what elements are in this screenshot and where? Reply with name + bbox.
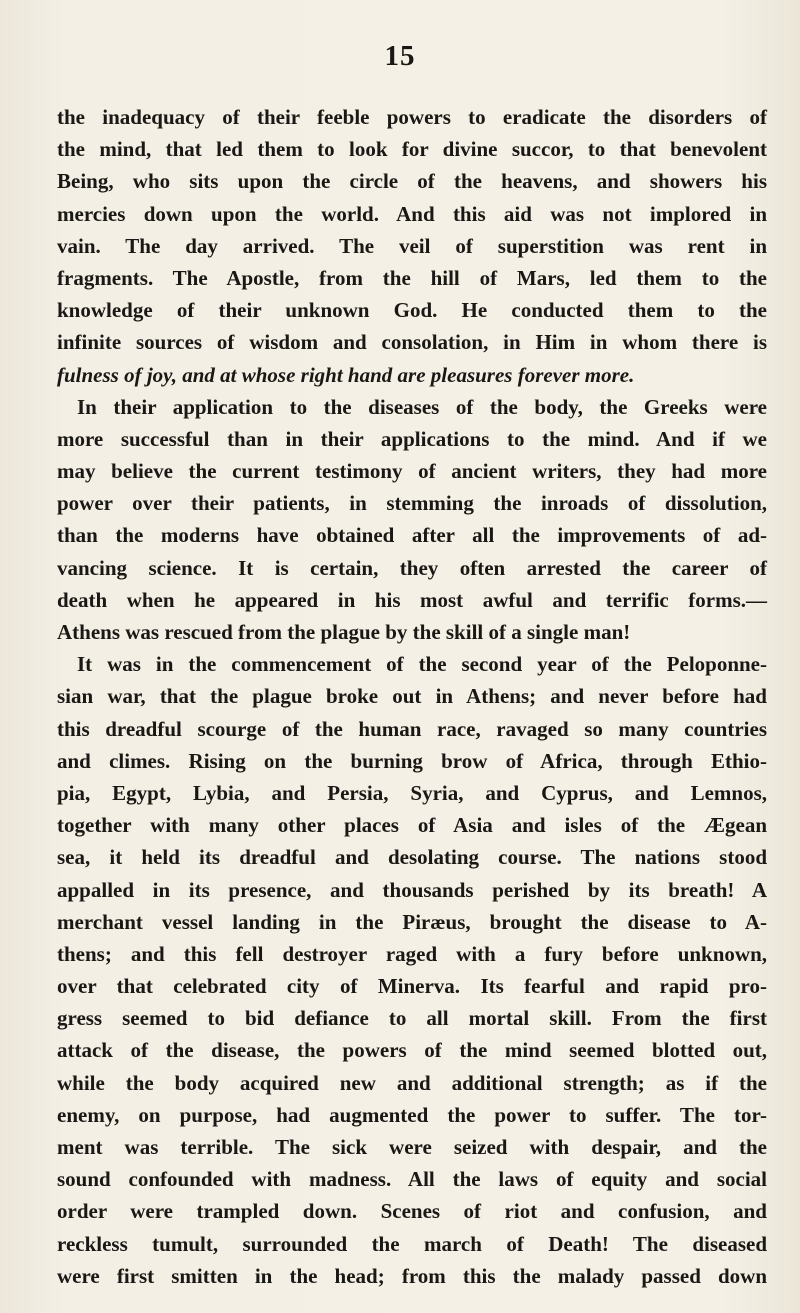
text-line: than the moderns have obtained after all the improvements of ad- <box>57 523 767 548</box>
text-line: may believe the current testimony of ancient writers, they had more <box>57 459 767 484</box>
text-line: knowledge of their unknown God. He conducted them to the <box>57 298 767 323</box>
text-line: thens; and this fell destroyer raged with a fury before unknown, <box>57 941 767 966</box>
text-line: appalled in its presence, and thousands perished by its breath! A <box>57 877 767 902</box>
text-line: together with many other places of Asia and isles of the Ægean <box>57 813 767 838</box>
text-line: order were trampled down. Scenes of riot and confusion, and <box>57 1199 767 1224</box>
text-line: fragments. The Apostle, from the hill of Mars, led them to the <box>57 265 767 290</box>
text-line: were first smitten in the head; from this the malady passed down <box>57 1263 767 1288</box>
text-line: power over their patients, in stemming the inroads of dissolution, <box>57 491 767 516</box>
text-line: and climes. Rising on the burning brow of Africa, through Ethio- <box>57 748 767 773</box>
text-line: vain. The day arrived. The veil of superstition was rent in <box>57 233 767 258</box>
text-line: while the body acquired new and additional strength; as if the <box>57 1070 767 1095</box>
text-line: It was in the commencement of the second year of the Peloponne- <box>77 652 767 677</box>
text-line: attack of the disease, the powers of the mind seemed blotted out, <box>57 1038 767 1063</box>
text-line: fulness of joy, and at whose right hand are pleasures forever more. <box>57 362 635 387</box>
text-line: pia, Egypt, Lybia, and Persia, Syria, and Cyprus, and Lemnos, <box>57 780 767 805</box>
text-line: Athens was rescued from the plague by the skill of a single man! <box>57 620 631 644</box>
text-line: infinite sources of wisdom and consolation, in Him in whom there is <box>57 330 767 355</box>
text-line: gress seemed to bid defiance to all mortal skill. From the first <box>57 1006 767 1031</box>
text-line: death when he appeared in his most awful and terrific forms.— <box>57 587 767 612</box>
text-line: this dreadful scourge of the human race, ravaged so many countries <box>57 716 767 741</box>
text-line: vancing science. It is certain, they often arrested the career of <box>57 555 767 580</box>
text-line: ment was terrible. The sick were seized with despair, and the <box>57 1135 767 1159</box>
text-line: merchant vessel landing in the Piræus, brought the disease to A- <box>57 909 767 934</box>
text-line: over that celebrated city of Minerva. Its fearful and rapid pro- <box>57 974 767 999</box>
text-line: mercies down upon the world. And this aid was not implored in <box>57 201 767 226</box>
text-line: more successful than in their applications to the mind. And if we <box>57 426 767 451</box>
text-line: Being, who sits upon the circle of the heavens, and showers his <box>57 169 767 194</box>
text-line: sea, it held its dreadful and desolating course. The nations stood <box>57 845 767 870</box>
page-number: 15 <box>384 40 416 72</box>
text-line: the mind, that led them to look for divine succor, to that benevolent <box>57 137 767 162</box>
body-text <box>57 101 767 1292</box>
text-line: sound confounded with madness. All the laws of equity and social <box>57 1167 767 1192</box>
text-line: the inadequacy of their feeble powers to eradicate the disorders of <box>57 105 767 129</box>
text-line: enemy, on purpose, had augmented the power to suffer. The tor- <box>57 1102 767 1127</box>
text-line: sian war, that the plague broke out in Athens; and never before had <box>57 684 767 709</box>
text-line: reckless tumult, surrounded the march of Death! The diseased <box>57 1231 767 1256</box>
text-line: In their application to the diseases of the body, the Greeks were <box>77 394 767 419</box>
